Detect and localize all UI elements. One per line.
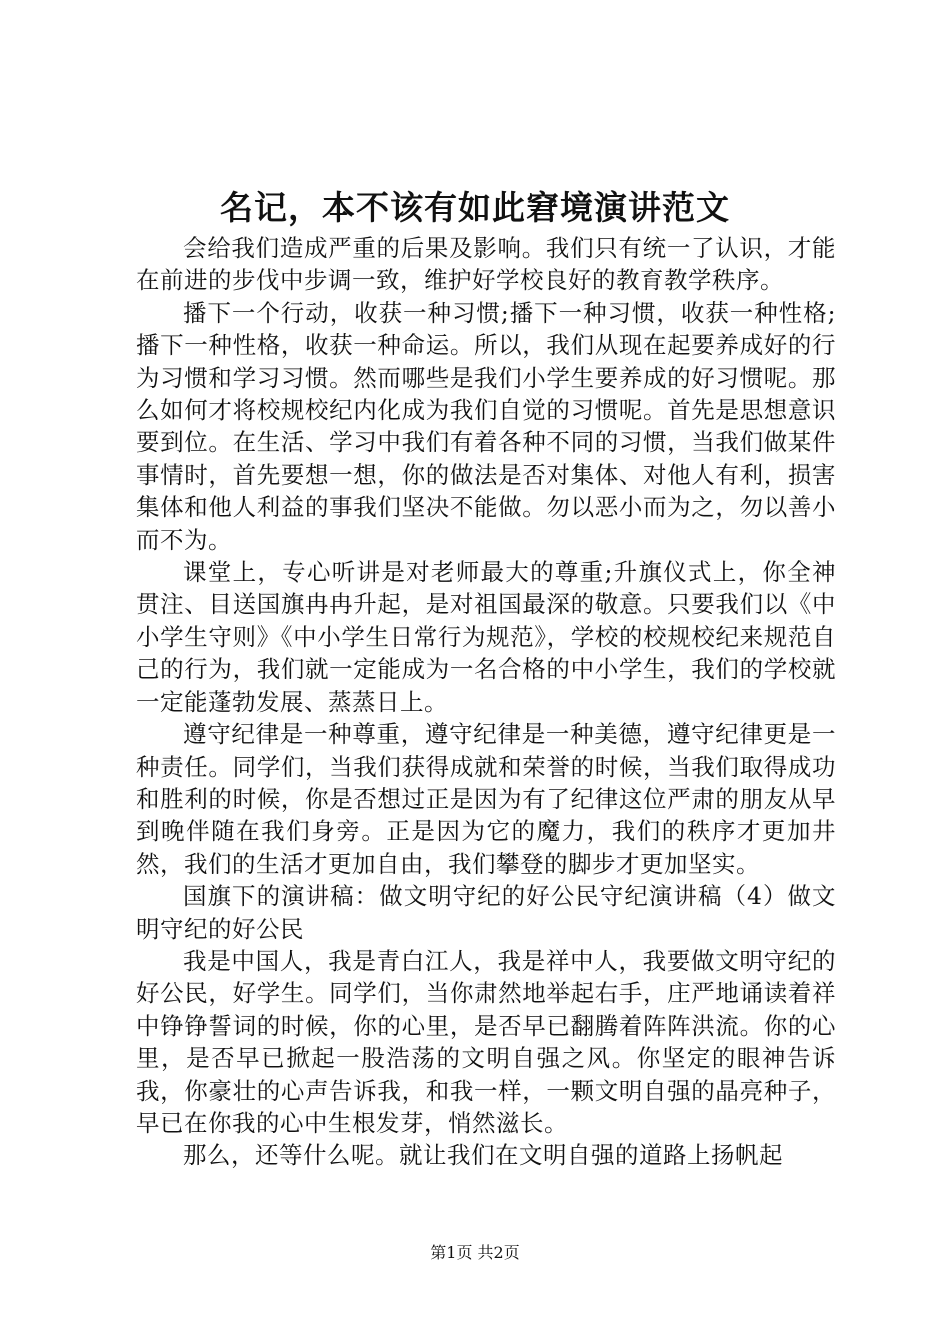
body-paragraph: 我是中国人，我是青白江人，我是祥中人，我要做文明守纪的好公民，好学生。同学们，当你肃然地举起右手，庄严地诵读着祥中铮铮誓词的时候，你的心里，是否早已翻腾着阵阵洪流。你的心里，是否早已掀起一股浩荡的文明自强之风。你坚定的眼神告诉我，你豪壮的心声告诉我，和我一样，一颗文明自强的晶亮种子，早已在你我的心中生根发芽，悄然滋长。 <box>136 946 836 1137</box>
body-paragraph: 播下一个行动，收获一种习惯;播下一种习惯，收获一种性格;播下一种性格，收获一种命运。所以，我们从现在起要养成好的行为习惯和学习习惯。然而哪些是我们小学生要养成的好习惯呢。那么如何才将校规校纪内化成为我们自觉的习惯呢。首先是思想意识要到位。在生活、学习中我们有着各种不同的习惯，当我们做某件事情时，首先要想一想，你的做法是否对集体、对他人有利，损害集体和他人利益的事我们坚决不能做。勿以恶小而为之，勿以善小而不为。 <box>136 298 836 554</box>
document-body <box>136 232 836 1172</box>
page-number-footer: 第1页 共2页 <box>430 1243 520 1262</box>
document-title: 名记，本不该有如此窘境演讲范文 <box>220 188 730 227</box>
body-paragraph: 那么，还等什么呢。就让我们在文明自强的道路上扬帆起 <box>183 1141 783 1170</box>
body-paragraph: 会给我们造成严重的后果及影响。我们只有统一了认识，才能在前进的步伐中步调一致，维护好学校良好的教育教学秩序。 <box>136 234 836 295</box>
body-paragraph: 课堂上，专心听讲是对老师最大的尊重;升旗仪式上，你全神贯注、目送国旗冉冉升起，是对祖国最深的敬意。只要我们以《中小学生守则》《中小学生日常行为规范》，学校的校规校纪来规范自己的行为，我们就一定能成为一名合格的中小学生，我们的学校就一定能蓬勃发展、蒸蒸日上。 <box>136 558 836 716</box>
body-paragraph: 国旗下的演讲稿：做文明守纪的好公民守纪演讲稿（4）做文明守纪的好公民 <box>136 882 836 943</box>
body-paragraph: 遵守纪律是一种尊重，遵守纪律是一种美德，遵守纪律更是一种责任。同学们，当我们获得成就和荣誉的时候，当我们取得成功和胜利的时候，你是否想过正是因为有了纪律这位严肃的朋友从早到晚伴随在我们身旁。正是因为它的魔力，我们的秩序才更加井然，我们的生活才更加自由，我们攀登的脚步才更加坚实。 <box>136 720 836 878</box>
